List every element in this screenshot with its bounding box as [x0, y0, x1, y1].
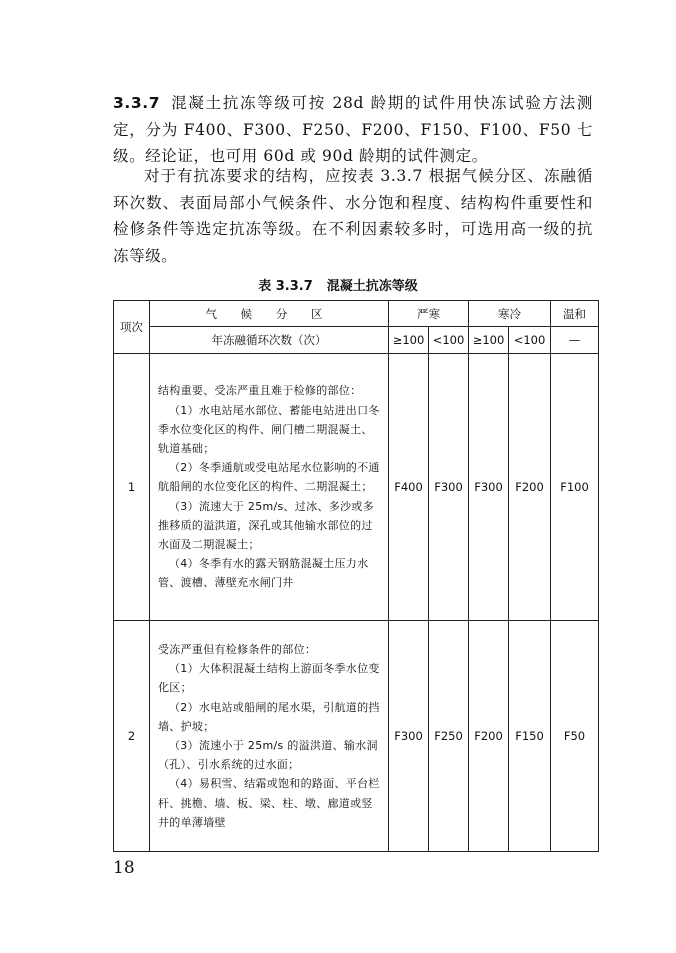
- table-row: [114, 621, 599, 852]
- header-climate-zone: 气 候 分 区: [150, 301, 389, 327]
- description-line: （1）大体积混凝土结构上游面冬季水位变化区；: [158, 662, 380, 695]
- grade-cell: F200: [469, 621, 509, 852]
- table-caption-title: 混凝土抗冻等级: [326, 279, 418, 294]
- header-cycles-cell: <100: [429, 327, 469, 354]
- clause-paragraph: [113, 90, 593, 170]
- row-description: [150, 354, 389, 621]
- clause-number: 3.3.7: [113, 94, 161, 112]
- row-description: [150, 621, 389, 852]
- table-row: [114, 354, 599, 621]
- table-caption-number: 表 3.3.7: [258, 279, 313, 294]
- description-line: （4）冬季有水的露天钢筋混凝土压力水管、渡槽、薄壁充水闸门井: [158, 557, 369, 590]
- description-line: 结构重要、受冻严重且难于检修的部位：: [158, 384, 362, 398]
- header-zone-mild: 温和: [551, 301, 599, 327]
- header-cycles-cell: ≥100: [389, 327, 429, 354]
- page-number: 18: [113, 858, 135, 878]
- description-line: （2）冬季通航或受电站尾水位影响的不通航船闸的水位变化区的构件、二期混凝土；: [158, 461, 380, 494]
- header-cycles-cell: <100: [509, 327, 551, 354]
- header-zone-severe-cold: 严寒: [389, 301, 469, 327]
- header-row-zone: [114, 301, 599, 327]
- grade-cell: F300: [429, 354, 469, 621]
- grade-cell: F150: [509, 621, 551, 852]
- grade-cell: F200: [509, 354, 551, 621]
- clause-text: 混凝土抗冻等级可按 28d 龄期的试件用快冻试验方法测定，分为 F400、F300、F250、F200、F150、F100、F50 七级。经论证，也可用 60d 或 90d 龄期的试件测定。: [113, 94, 593, 165]
- explanatory-paragraph: 对于有抗冻要求的结构，应按表 3.3.7 根据气候分区、冻融循环次数、表面局部小气候条件、水分饱和程度、结构构件重要性和检修条件等选定抗冻等级。在不利因素较多时，可选用高一级的抗冻等级。: [113, 167, 593, 265]
- frost-grade-table: [113, 300, 599, 852]
- description-line: （1）水电站尾水部位、蓄能电站进出口冬季水位变化区的构件、闸门槽二期混凝土、轨道基础；: [158, 403, 380, 455]
- description-line: （4）易积雪、结霜或饱和的路面、平台栏杆、挑檐、墙、板、梁、柱、墩、廊道或竖井的单薄墙壁: [158, 777, 380, 829]
- header-zone-cold: 寒冷: [469, 301, 551, 327]
- grade-cell: F50: [551, 621, 599, 852]
- table-caption: [0, 275, 676, 294]
- header-row-cycles: [114, 327, 599, 354]
- header-cycles-label: 年冻融循环次数（次）: [150, 327, 389, 354]
- grade-cell: F400: [389, 354, 429, 621]
- row-number: 1: [114, 354, 150, 621]
- description-line: （3）流速大于 25m/s、过冰、多沙或多推移质的溢洪道，深孔或其他输水部位的过水面及二期混凝土；: [158, 499, 374, 551]
- grade-cell: F250: [429, 621, 469, 852]
- header-cycles-cell: ≥100: [469, 327, 509, 354]
- row-number: 2: [114, 621, 150, 852]
- description-line: 受冻严重但有检修条件的部位：: [158, 642, 317, 656]
- description-line: （3）流速小于 25m/s 的溢洪道、输水洞（孔）、引水系统的过水面；: [158, 739, 378, 772]
- description-line: （2）水电站或船闸的尾水渠，引航道的挡墙、护坡；: [158, 700, 380, 733]
- grade-cell: F300: [389, 621, 429, 852]
- header-item: 项次: [114, 301, 150, 354]
- grade-cell: F300: [469, 354, 509, 621]
- grade-cell: F100: [551, 354, 599, 621]
- header-cycles-cell: —: [551, 327, 599, 354]
